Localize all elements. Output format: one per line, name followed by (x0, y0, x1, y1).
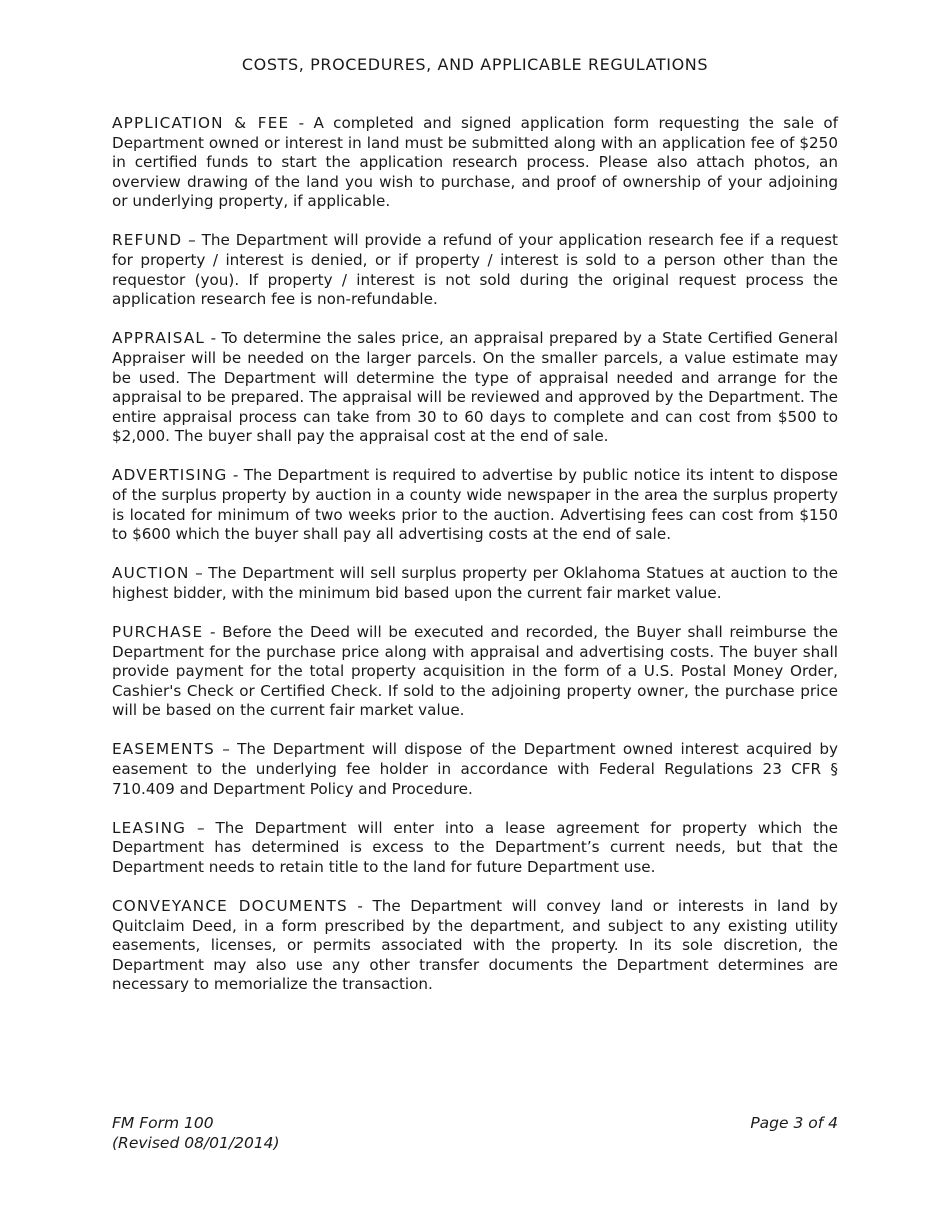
section-purchase (112, 623, 838, 721)
section-text: – The Department will sell surplus property per Oklahoma Statues at auction to the highest bidder, with the minimum bid based upon the current fair market value. (112, 564, 838, 602)
section-refund (112, 231, 838, 309)
page-number-label: Page 3 of 4 (750, 1114, 838, 1132)
section-heading: LEASING (112, 818, 187, 837)
section-text: - To determine the sales price, an appraisal prepared by a State Certified General Appraiser will be needed on the larger parcels. On the smaller parcels, a value estimate may be used. The Department will determine the type of appraisal needed and arrange for the appraisal to be prepared. The appraisal will be reviewed and approved by the Department. The entire appraisal process can take from 30 to 60 days to complete and can cost from $500 to $2,000. The buyer shall pay the appraisal cost at the end of sale. (112, 329, 838, 446)
section-heading: CONVEYANCE DOCUMENTS (112, 897, 348, 915)
footer-revision-date: (Revised 08/01/2014) (112, 1134, 280, 1152)
section-conveyance-documents (112, 897, 838, 995)
section-text: – The Department will enter into a lease agreement for property which the Department has determined is excess to the Department’s current needs, but that the Department needs to retain title to the land for future Department use. (112, 818, 838, 876)
section-heading: REFUND (112, 231, 183, 250)
footer-form-name: FM Form 100 (112, 1114, 214, 1132)
section-text: - Before the Deed will be executed and recorded, the Buyer shall reimburse the Department for the purchase price along with appraisal and advertising costs. The buyer shall provide payment for the total property acquisition in the form of a U.S. Postal Money Order, Cashier's Check or Certified Check. If sold to the adjoining property owner, the purchase price will be based on the current fair market value. (112, 622, 838, 720)
page-title: COSTS, PROCEDURES, AND APPLICABLE REGULATIONS (241, 55, 709, 74)
section-text: - A completed and signed application form requesting the sale of Department owned or interest in land must be submitted along with an application fee of $250 in certified funds to start the application research process. Please also attach photos, an overview drawing of the land you wish to purchase, and proof of ownership of your adjoining or underlying property, if applicable. (112, 114, 838, 211)
section-text: – The Department will provide a refund of your application research fee if a request for property / interest is denied, or if property / interest is sold to a person other than the requestor (you). If property / interest is not sold during the original request process the application research fee is non-refundable. (112, 231, 838, 309)
section-text: – The Department will dispose of the Department owned interest acquired by easement to the underlying fee holder in accordance with Federal Regulations 23 CFR § 710.409 and Department Policy and Procedure. (112, 740, 838, 798)
section-leasing (112, 819, 838, 878)
section-advertising (112, 466, 838, 544)
section-text: - The Department is required to advertise by public notice its intent to dispose of the surplus property by auction in a county wide newspaper in the area the surplus property is located for minimum of two weeks prior to the auction. Advertising fees can cost from $150 to $600 which the buyer shall pay all advertising costs at the end of sale. (112, 466, 838, 544)
section-heading: EASEMENTS (112, 740, 216, 759)
section-heading: APPLICATION & FEE (112, 114, 290, 132)
footer-form-info (112, 1113, 280, 1153)
section-heading: APPRAISAL (112, 329, 206, 348)
section-text: - The Department will convey land or interests in land by Quitclaim Deed, in a form prescribed by the department, and subject to any existing utility easements, licenses, or permits associated with the property. In its sole discretion, the Department may also use any other transfer documents the Department determines are necessary to memorialize the transaction. (112, 897, 838, 994)
section-easements (112, 740, 838, 799)
section-heading: ADVERTISING (112, 466, 228, 485)
section-heading: PURCHASE (112, 622, 204, 641)
document-body (112, 114, 838, 1014)
section-auction (112, 564, 838, 603)
section-appraisal (112, 329, 838, 447)
section-application-fee (112, 114, 838, 212)
footer-page-number (750, 1113, 838, 1133)
section-heading: AUCTION (112, 564, 190, 583)
